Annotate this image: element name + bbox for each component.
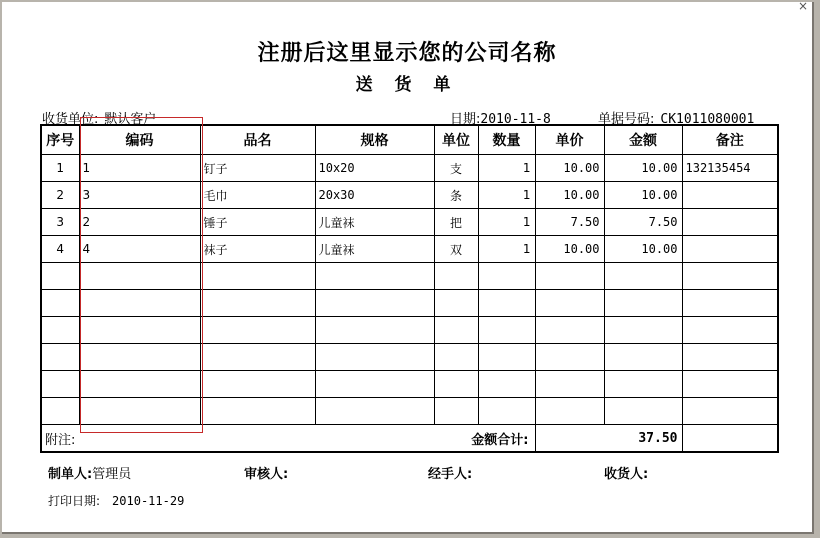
cell-remark[interactable] [682, 209, 778, 236]
total-label: 金额合计: [471, 433, 529, 448]
cell-index[interactable]: 3 [41, 209, 79, 236]
header-code: 编码 [79, 125, 200, 155]
cell-remark[interactable] [682, 398, 778, 425]
cell-quantity[interactable]: 1 [478, 155, 535, 182]
cell-index[interactable] [41, 398, 79, 425]
header-remark: 备注 [682, 125, 778, 155]
cell-product-name[interactable] [200, 263, 315, 290]
cell-index[interactable] [41, 344, 79, 371]
cell-code[interactable]: 3 [79, 182, 200, 209]
table-row[interactable] [41, 209, 778, 236]
doc-number-label: 单据号码: [598, 112, 655, 127]
cell-unit-price[interactable]: 10.00 [535, 155, 604, 182]
print-date-value: 2010-11-29 [112, 494, 185, 508]
cell-unit[interactable] [434, 317, 478, 344]
cell-code[interactable] [79, 398, 200, 425]
print-date-label: 打印日期: [48, 494, 101, 508]
cell-product-name[interactable]: 锤子 [200, 209, 315, 236]
header-product-name: 品名 [200, 125, 315, 155]
header-index: 序号 [41, 125, 79, 155]
table-row[interactable] [41, 236, 778, 263]
cell-unit-price[interactable] [535, 371, 604, 398]
cell-code[interactable]: 4 [79, 236, 200, 263]
cell-index[interactable]: 4 [41, 236, 79, 263]
header-spec: 规格 [315, 125, 434, 155]
cell-index[interactable] [41, 263, 79, 290]
delivery-table [40, 124, 779, 453]
cell-quantity[interactable] [478, 290, 535, 317]
cell-amount[interactable]: 7.50 [604, 209, 682, 236]
header-quantity: 数量 [478, 125, 535, 155]
cell-quantity[interactable]: 1 [478, 182, 535, 209]
remark-label: 附注: [45, 432, 76, 448]
cell-remark[interactable] [682, 263, 778, 290]
table-row[interactable] [41, 344, 778, 371]
cell-unit-price[interactable]: 10.00 [535, 182, 604, 209]
customer-label: 收货单位: [42, 112, 99, 127]
cell-product-name[interactable] [200, 398, 315, 425]
cell-unit[interactable] [434, 398, 478, 425]
table-row[interactable] [41, 398, 778, 425]
header-unit-price: 单价 [535, 125, 604, 155]
cell-index[interactable]: 1 [41, 155, 79, 182]
cell-remark[interactable] [682, 182, 778, 209]
cell-amount[interactable] [604, 371, 682, 398]
header-unit: 单位 [434, 125, 478, 155]
handler-label: 经手人: [428, 467, 473, 482]
receiver-signature [604, 463, 648, 482]
cell-amount[interactable] [604, 317, 682, 344]
cell-spec[interactable] [315, 317, 434, 344]
remark-cell [41, 425, 535, 453]
cell-unit-price[interactable] [535, 263, 604, 290]
cell-spec[interactable] [315, 344, 434, 371]
cell-remark[interactable] [682, 290, 778, 317]
document-subtitle: 送 货 单 [355, 75, 459, 95]
date-value: 2010-11-8 [480, 112, 551, 127]
cell-remark[interactable] [682, 317, 778, 344]
cell-product-name[interactable]: 钉子 [200, 155, 315, 182]
cell-unit-price[interactable] [535, 344, 604, 371]
cell-product-name[interactable]: 袜子 [200, 236, 315, 263]
cell-amount[interactable]: 10.00 [604, 182, 682, 209]
cell-product-name[interactable] [200, 344, 315, 371]
maker-label: 制单人: [48, 467, 93, 482]
table-row[interactable] [41, 155, 778, 182]
cell-unit-price[interactable]: 7.50 [535, 209, 604, 236]
cell-unit-price[interactable] [535, 398, 604, 425]
cell-code[interactable] [79, 344, 200, 371]
cell-unit[interactable] [434, 344, 478, 371]
cell-code[interactable] [79, 263, 200, 290]
total-row [41, 425, 778, 453]
table-row[interactable] [41, 290, 778, 317]
cell-quantity[interactable] [478, 371, 535, 398]
cell-code[interactable]: 1 [79, 155, 200, 182]
cell-index[interactable]: 2 [41, 182, 79, 209]
print-date [48, 492, 184, 509]
cell-unit-price[interactable] [535, 290, 604, 317]
cell-product-name[interactable] [200, 290, 315, 317]
cell-remark[interactable] [682, 344, 778, 371]
cell-index[interactable] [41, 290, 79, 317]
cell-index[interactable] [41, 317, 79, 344]
cell-product-name[interactable]: 毛巾 [200, 182, 315, 209]
cell-spec[interactable] [315, 290, 434, 317]
customer-value: 默认客户 [104, 112, 157, 127]
cell-code[interactable] [79, 371, 200, 398]
table-row[interactable] [41, 317, 778, 344]
cell-unit-price[interactable] [535, 317, 604, 344]
cell-unit[interactable] [434, 371, 478, 398]
cell-code[interactable]: 2 [79, 209, 200, 236]
cell-quantity[interactable] [478, 317, 535, 344]
maker-signature [48, 463, 131, 482]
cell-unit[interactable]: 把 [434, 209, 478, 236]
company-title: 注册后这里显示您的公司名称 [257, 41, 557, 66]
cell-amount[interactable] [604, 398, 682, 425]
table-row[interactable] [41, 371, 778, 398]
handler-signature [428, 463, 472, 482]
reviewer-signature [244, 463, 288, 482]
cell-amount[interactable]: 10.00 [604, 236, 682, 263]
cell-spec[interactable]: 儿童袜 [315, 236, 434, 263]
cell-remark[interactable] [682, 236, 778, 263]
cell-quantity[interactable] [478, 398, 535, 425]
date-label: 日期: [450, 112, 481, 127]
close-icon[interactable]: × [797, 0, 808, 13]
cell-unit[interactable]: 双 [434, 236, 478, 263]
cell-spec[interactable]: 10x20 [315, 155, 434, 182]
cell-unit[interactable] [434, 263, 478, 290]
cell-product-name[interactable] [200, 317, 315, 344]
cell-amount[interactable] [604, 344, 682, 371]
cell-index[interactable] [41, 371, 79, 398]
cell-spec[interactable] [315, 398, 434, 425]
cell-unit[interactable] [434, 290, 478, 317]
cell-quantity[interactable] [478, 344, 535, 371]
cell-unit[interactable]: 支 [434, 155, 478, 182]
total-empty-cell [682, 425, 778, 453]
cell-remark[interactable]: 132135454 [682, 155, 778, 182]
cell-quantity[interactable]: 1 [478, 236, 535, 263]
cell-amount[interactable]: 10.00 [604, 155, 682, 182]
maker-value: 管理员 [92, 467, 132, 482]
table-row[interactable] [41, 263, 778, 290]
receiver-label: 收货人: [604, 467, 649, 482]
total-value: 37.50 [535, 425, 682, 453]
table-row[interactable] [41, 182, 778, 209]
cell-product-name[interactable] [200, 371, 315, 398]
cell-spec[interactable]: 儿童袜 [315, 209, 434, 236]
cell-code[interactable] [79, 290, 200, 317]
cell-spec[interactable] [315, 263, 434, 290]
cell-unit-price[interactable]: 10.00 [535, 236, 604, 263]
header-amount: 金额 [604, 125, 682, 155]
cell-quantity[interactable] [478, 263, 535, 290]
cell-code[interactable] [79, 317, 200, 344]
cell-remark[interactable] [682, 371, 778, 398]
cell-quantity[interactable]: 1 [478, 209, 535, 236]
cell-spec[interactable]: 20x30 [315, 182, 434, 209]
reviewer-label: 审核人: [244, 467, 289, 482]
doc-number-value: CK1011080001 [660, 112, 755, 127]
table-header-row [41, 125, 778, 155]
cell-unit[interactable]: 条 [434, 182, 478, 209]
cell-amount[interactable] [604, 290, 682, 317]
cell-amount[interactable] [604, 263, 682, 290]
cell-spec[interactable] [315, 371, 434, 398]
